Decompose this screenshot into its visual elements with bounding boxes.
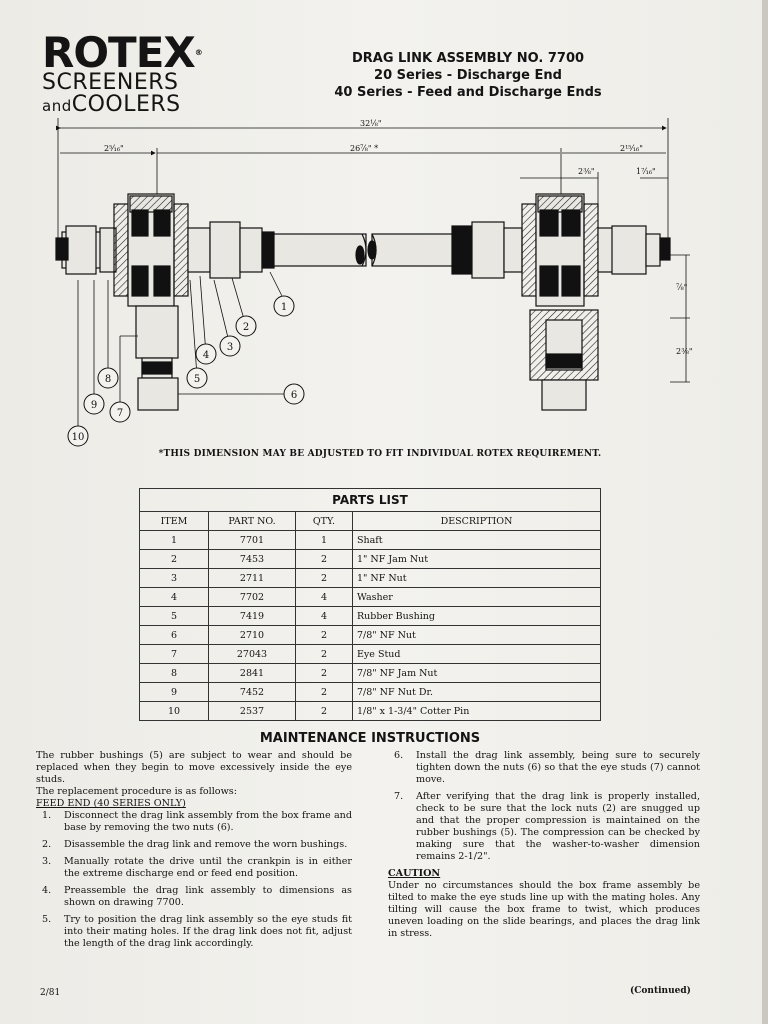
intro-text-2: The replacement procedure is as follows:	[36, 786, 237, 797]
cell-qty: 4	[296, 588, 353, 607]
maintenance-right-column	[388, 750, 700, 940]
maintenance-left-column	[36, 750, 352, 955]
svg-text:8: 8	[104, 374, 112, 385]
step-number: 6.	[394, 750, 404, 761]
parts-row	[140, 702, 601, 721]
continued-label: (Continued)	[630, 986, 691, 996]
svg-text:6: 6	[290, 390, 298, 401]
balloon-2	[236, 316, 256, 336]
cell-part-no: 7702	[209, 588, 296, 607]
balloon-6	[284, 384, 304, 404]
maintenance-step	[388, 750, 700, 786]
cell-qty: 2	[296, 645, 353, 664]
parts-row	[140, 664, 601, 683]
caution-text: Under no circumstances should the box frame assembly be tilted to make the eye studs line up with the mating holes. Any tilting will cause the box frame to twist, which produces uneven loading on the slide bearings, and places the drag link in stress.	[388, 880, 700, 939]
cell-description: Shaft	[353, 531, 601, 550]
cell-description: Eye Stud	[353, 645, 601, 664]
cell-item: 3	[140, 569, 209, 588]
parts-list-caption: PARTS LIST	[139, 488, 601, 511]
cell-description: 1" NF Jam Nut	[353, 550, 601, 569]
parts-row	[140, 569, 601, 588]
cell-description: Rubber Bushing	[353, 607, 601, 626]
header-part-no: PART NO.	[209, 512, 296, 531]
cell-item: 9	[140, 683, 209, 702]
header-qty: QTY.	[296, 512, 353, 531]
step-text: Disconnect the drag link assembly from the box frame and base by removing the two nuts (6).	[64, 810, 352, 833]
maintenance-step	[388, 791, 700, 863]
shaft	[258, 234, 472, 266]
parts-row	[140, 550, 601, 569]
svg-text:4: 4	[202, 350, 210, 361]
step-text: Disassemble the drag link and remove the worn bushings.	[64, 839, 348, 850]
cell-part-no: 2841	[209, 664, 296, 683]
svg-text:9: 9	[90, 400, 98, 411]
parts-list-body	[140, 531, 601, 721]
cell-part-no: 7419	[209, 607, 296, 626]
cell-description: 1" NF Nut	[353, 569, 601, 588]
step-text: Manually rotate the drive until the crankpin is in either the extreme discharge end or feed end position.	[64, 856, 352, 879]
title-line-2: 20 Series - Discharge End	[374, 68, 562, 83]
parts-row	[140, 626, 601, 645]
parts-row	[140, 645, 601, 664]
maintenance-step	[36, 839, 352, 851]
maintenance-step	[36, 856, 352, 880]
title-line-1: DRAG LINK ASSEMBLY NO. 7700	[351, 51, 585, 66]
svg-text:5: 5	[193, 374, 201, 385]
cell-part-no: 2711	[209, 569, 296, 588]
parts-row	[140, 588, 601, 607]
left-end-assembly	[56, 194, 274, 410]
rotex-logo: ROTEX® SCREENERS andCOOLERS	[42, 28, 202, 117]
header-item: ITEM	[140, 512, 209, 531]
cell-item: 7	[140, 645, 209, 664]
cell-item: 1	[140, 531, 209, 550]
dimension-note: *THIS DIMENSION MAY BE ADJUSTED TO FIT INDIVIDUAL ROTEX REQUIREMENT.	[158, 449, 602, 459]
revision-date: 2/81	[40, 988, 61, 998]
dim-left: 2⁵⁄₁₆"	[104, 144, 124, 153]
step-text: Try to position the drag link assembly so the eye studs fit into their mating holes. If the drag link does not fit, adjust the length of the drag link accordingly.	[64, 914, 352, 949]
dim-overall: 32⅛"	[360, 119, 382, 128]
balloon-1	[274, 296, 294, 316]
cell-qty: 2	[296, 550, 353, 569]
svg-text:10: 10	[71, 432, 85, 443]
cell-item: 2	[140, 550, 209, 569]
parts-row	[140, 531, 601, 550]
balloon-9	[84, 394, 104, 414]
cell-description: 7/8" NF Nut	[353, 626, 601, 645]
cell-qty: 2	[296, 626, 353, 645]
drag-link-drawing	[0, 110, 768, 450]
cell-description: Washer	[353, 588, 601, 607]
cell-description: 7/8" NF Jam Nut	[353, 664, 601, 683]
caution-heading: CAUTION	[388, 868, 441, 879]
svg-text:1: 1	[280, 302, 288, 313]
dim-v2: 2⅜"	[676, 347, 693, 356]
feed-end-subhead: FEED END (40 SERIES ONLY)	[36, 798, 186, 809]
header-description: DESCRIPTION	[353, 512, 601, 531]
parts-row	[140, 607, 601, 626]
cell-part-no: 2537	[209, 702, 296, 721]
cell-part-no: 7452	[209, 683, 296, 702]
dim-center: 26⅞" *	[350, 144, 379, 153]
parts-row	[140, 683, 601, 702]
cell-qty: 2	[296, 683, 353, 702]
maintenance-heading: MAINTENANCE INSTRUCTIONS	[259, 731, 481, 746]
svg-text:2: 2	[242, 322, 250, 333]
balloon-8	[98, 368, 118, 388]
dim-v1: ⅞"	[676, 283, 688, 292]
balloon-10	[68, 426, 88, 446]
cell-item: 8	[140, 664, 209, 683]
dim-r1: 2⅜"	[578, 167, 595, 176]
step-number: 1.	[42, 810, 52, 821]
intro-text: The rubber bushings (5) are subject to wear and should be replaced when they begin to move excessively inside the eye studs.	[36, 750, 352, 785]
title-line-3: 40 Series - Feed and Discharge Ends	[334, 85, 602, 100]
cell-description: 7/8" NF Nut Dr.	[353, 683, 601, 702]
step-number: 7.	[394, 791, 404, 802]
step-text: Preassemble the drag link assembly to dimensions as shown on drawing 7700.	[64, 885, 352, 908]
cell-part-no: 7701	[209, 531, 296, 550]
balloon-5	[187, 368, 207, 388]
cell-item: 10	[140, 702, 209, 721]
cell-part-no: 27043	[209, 645, 296, 664]
balloon-7	[110, 402, 130, 422]
cell-description: 1/8" x 1-3/4" Cotter Pin	[353, 702, 601, 721]
maintenance-step	[36, 914, 352, 950]
cell-qty: 4	[296, 607, 353, 626]
cell-qty: 2	[296, 702, 353, 721]
step-text: Install the drag link assembly, being sure to securely tighten down the nuts (6) so that the eye studs (7) cannot move.	[416, 750, 700, 785]
steps-left-list	[36, 810, 352, 950]
cell-part-no: 7453	[209, 550, 296, 569]
balloon-4	[196, 344, 216, 364]
document-title	[330, 50, 606, 101]
item-balloons	[68, 296, 304, 446]
step-number: 3.	[42, 856, 52, 867]
dim-right: 2¹⁵⁄₁₆"	[620, 144, 643, 153]
step-number: 2.	[42, 839, 52, 850]
cell-item: 5	[140, 607, 209, 626]
svg-text:7: 7	[116, 408, 124, 419]
step-text: After verifying that the drag link is properly installed, check to be sure that the lock nuts (2) are snugged up and that the proper compression is maintained on the rubber bushings (5). The compression can be checked by making sure that the washer-to-washer dimension remains 2-1/2".	[416, 791, 700, 862]
parts-list-header	[140, 512, 601, 531]
cell-qty: 1	[296, 531, 353, 550]
cell-qty: 2	[296, 569, 353, 588]
cell-item: 6	[140, 626, 209, 645]
cell-item: 4	[140, 588, 209, 607]
steps-right-list	[388, 750, 700, 863]
step-number: 4.	[42, 885, 52, 896]
cell-part-no: 2710	[209, 626, 296, 645]
maintenance-step	[36, 885, 352, 909]
step-number: 5.	[42, 914, 52, 925]
balloon-3	[220, 336, 240, 356]
parts-list-table	[139, 488, 601, 721]
right-end-assembly	[452, 194, 670, 410]
maintenance-step	[36, 810, 352, 834]
cell-qty: 2	[296, 664, 353, 683]
dim-r2: 1⁷⁄₁₆"	[636, 167, 656, 176]
svg-text:3: 3	[226, 342, 234, 353]
